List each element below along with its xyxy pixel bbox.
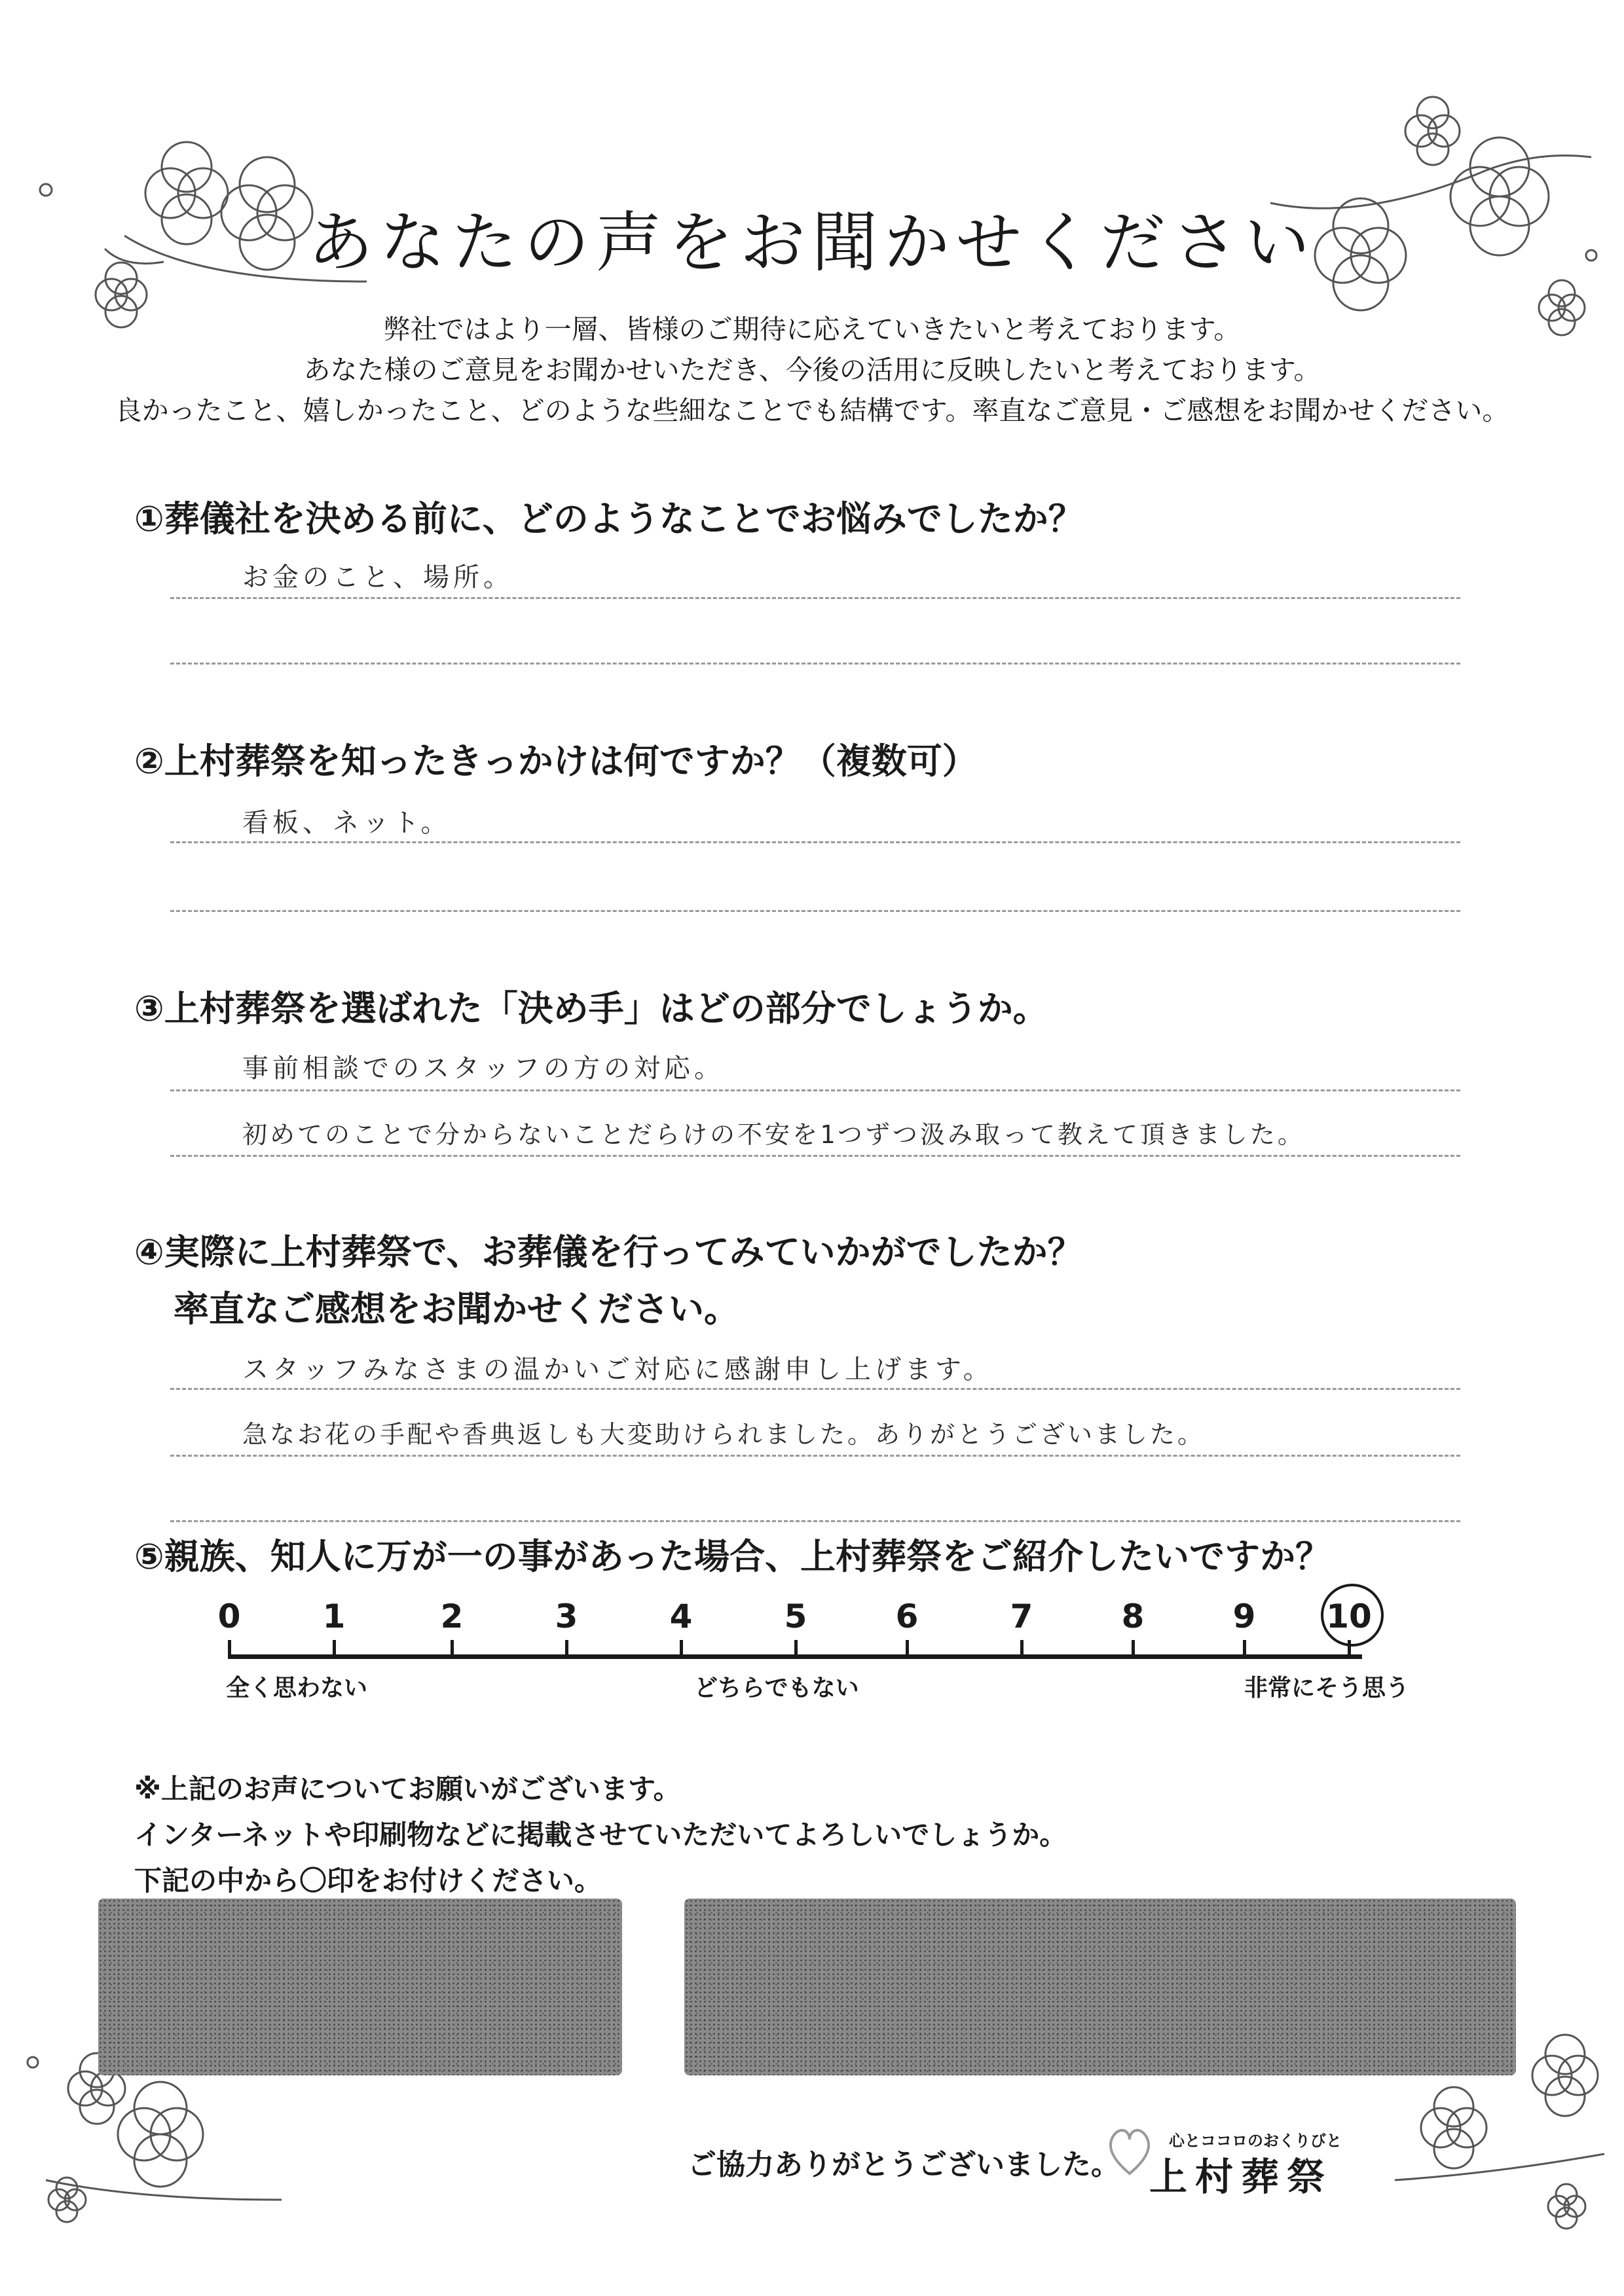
- brand-tagline: 心とココロのおくりびと: [1169, 2132, 1342, 2150]
- notice-line-3: 下記の中から〇印をお付けください。: [134, 1865, 602, 1897]
- answer-rule: [170, 1155, 1460, 1157]
- answer-3-2: 初めてのことで分からないことだらけの不安を1つずつ汲み取って教えて頂きました。: [242, 1120, 1305, 1149]
- answer-rule: [170, 1455, 1460, 1457]
- brand-name: 上村葬祭: [1149, 2155, 1333, 2199]
- answer-rule: [170, 663, 1460, 665]
- rating-tick-label: 5: [784, 1597, 807, 1635]
- heart-logo-icon: [1107, 2121, 1153, 2180]
- answer-rule: [170, 1089, 1460, 1091]
- intro-line-1: 弊社ではより一層、皆様のご期待に応えていきたいと考えております。: [383, 314, 1241, 345]
- rating-tick: [680, 1640, 683, 1659]
- question-4: ④実際に上村葬祭で、お葬儀を行ってみていかがでしたか？: [134, 1231, 1083, 1273]
- answer-3-1: 事前相談でのスタッフの方の対応。: [242, 1053, 724, 1084]
- question-4-subline: 率直なご感想をお聞かせください。: [174, 1288, 739, 1330]
- answer-4-2: 急なお花の手配や香典返しも大変助けられました。ありがとうございました。: [242, 1420, 1206, 1449]
- answer-rule: [170, 910, 1460, 912]
- intro-line-2: あなた様のご意見をお聞かせいただき、今後の活用に反映したいと考えております。: [303, 354, 1321, 386]
- question-1: ①葬儀社を決める前に、どのようなことでお悩みでしたか？: [134, 498, 1084, 539]
- answer-rule: [170, 597, 1460, 599]
- rating-tick-label: 8: [1121, 1597, 1145, 1635]
- answer-2-1: 看板、ネット。: [242, 808, 451, 838]
- rating-tick: [565, 1640, 568, 1659]
- rating-selected-circle: [1321, 1584, 1384, 1647]
- rating-tick-label: 7: [1010, 1597, 1033, 1635]
- answer-rule: [170, 841, 1460, 843]
- rating-tick: [794, 1640, 798, 1659]
- rating-tick: [451, 1640, 454, 1659]
- rating-tick: [1020, 1640, 1024, 1659]
- rating-tick: [333, 1640, 336, 1659]
- thanks-message: ご協力ありがとうございました。: [688, 2148, 1120, 2181]
- rating-tick: [1243, 1640, 1246, 1659]
- answer-4-1: スタッフみなさまの温かいご対応に感謝申し上げます。: [242, 1355, 993, 1385]
- rating-tick: [906, 1640, 909, 1659]
- page-title: あなたの声をお聞かせください: [308, 204, 1316, 281]
- redacted-area-left: [98, 1899, 622, 2075]
- rating-label-high: 非常にそう思う: [1244, 1675, 1410, 1702]
- answer-rule: [170, 1388, 1460, 1390]
- rating-tick-label: 2: [440, 1597, 464, 1635]
- question-5: ⑤親族、知人に万が一の事があった場合、上村葬祭をご紹介したいですか？: [134, 1536, 1331, 1577]
- rating-label-mid: どちらでもない: [694, 1675, 859, 1702]
- redacted-area-right: [684, 1899, 1516, 2075]
- question-2: ②上村葬祭を知ったきっかけは何ですか？（複数可）: [134, 740, 978, 782]
- rating-tick: [1132, 1640, 1135, 1659]
- answer-rule: [170, 1520, 1460, 1522]
- notice-line-2: インターネットや印刷物などに掲載させていただいてよろしいでしょうか。: [134, 1819, 1067, 1851]
- rating-tick-label: 1: [322, 1597, 346, 1635]
- rating-tick-label: 4: [669, 1597, 693, 1635]
- intro-line-3: 良かったこと、嬉しかったこと、どのような些細なことでも結構です。率直なご意見・ご感想をお聞かせください。: [115, 395, 1509, 426]
- rating-tick: [228, 1640, 231, 1659]
- rating-tick-label: 0: [217, 1597, 241, 1635]
- answer-1-1: お金のこと、場所。: [242, 562, 513, 592]
- rating-label-low: 全く思わない: [226, 1675, 368, 1702]
- rating-tick-label: 6: [895, 1597, 919, 1635]
- question-3: ③上村葬祭を選ばれた「決め手」はどの部分でしょうか。: [134, 988, 1048, 1029]
- rating-tick-label: 10: [1326, 1597, 1372, 1635]
- notice-line-1: ※上記のお声についてお願いがございます。: [134, 1773, 681, 1805]
- rating-tick-label: 3: [555, 1597, 578, 1635]
- rating-tick-label: 9: [1232, 1597, 1256, 1635]
